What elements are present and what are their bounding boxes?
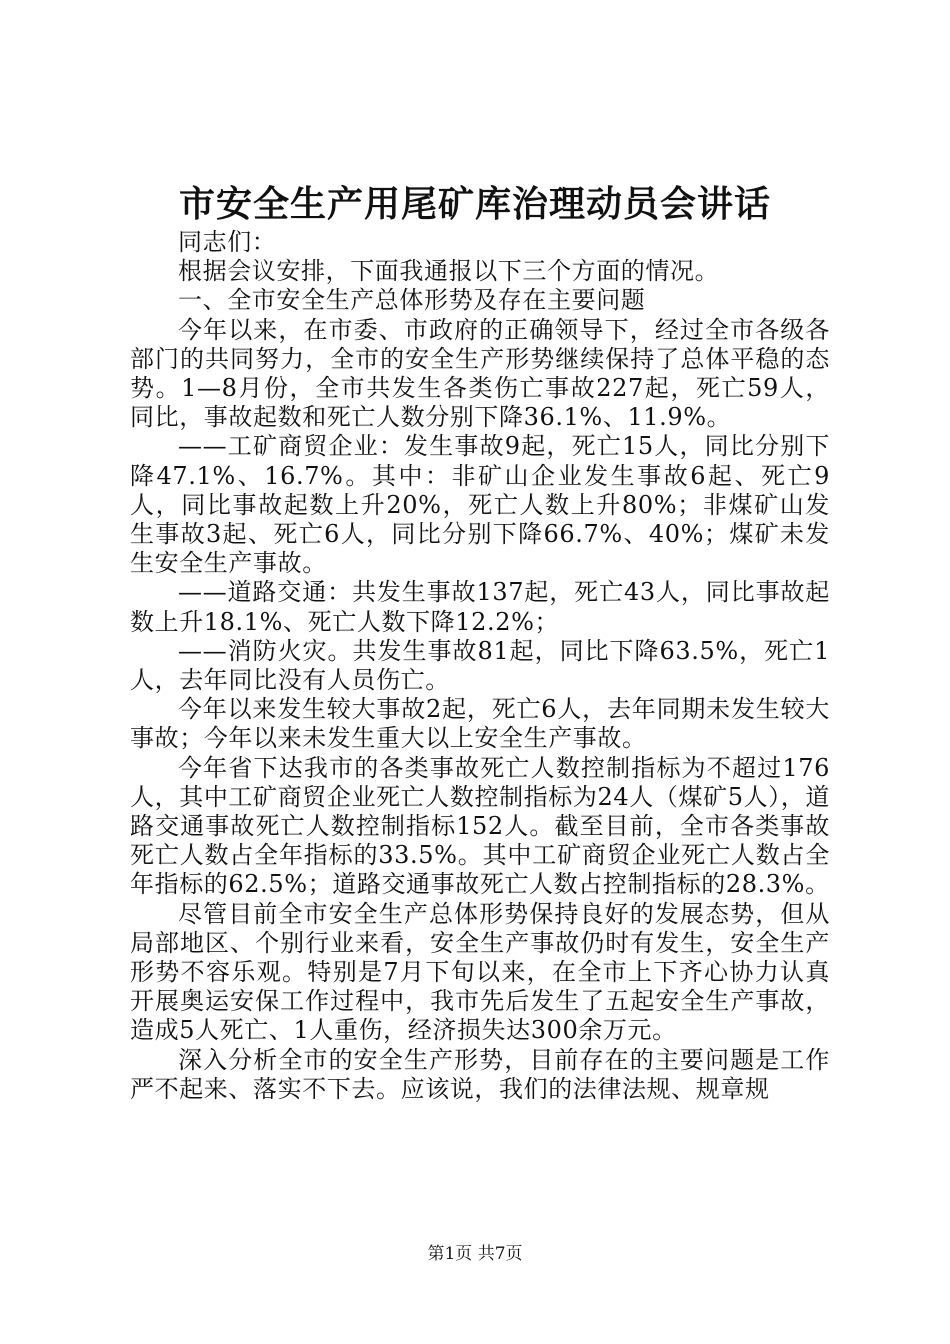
body-paragraph: 尽管目前全市安全生产总体形势保持良好的发展态势，但从局部地区、个别行业来看，安全生产事故仍时有发生，安全生产形势不容乐观。特别是7月下旬以来，在全市上下齐心协力认真开展奥运安保工作过程中，我市先后发生了五起安全生产事故，造成5人死亡、1人重伤，经济损失达300余万元。 [130, 899, 830, 1045]
body-paragraph: 今年以来发生较大事故2起，死亡6人，去年同期未发生较大事故；今年以来未发生重大以上安全生产事故。 [130, 695, 830, 753]
salutation-paragraph: 同志们： [178, 228, 277, 256]
page-number-footer: 第1页 共7页 [427, 1244, 523, 1264]
body-paragraph: 今年省下达我市的各类事故死亡人数控制指标为不超过176人，其中工矿商贸企业死亡人数控制指标为24人（煤矿5人），道路交通事故死亡人数控制指标152人。截至目前，全市各类事故死亡人数占全年指标的33.5%。其中工矿商贸企业死亡人数占全年指标的62.5%；道路交通事故死亡人数占控制指标的28.3%。 [130, 753, 830, 899]
document-body [130, 228, 830, 1104]
document-title: 市安全生产用尾矿库治理动员会讲话 [178, 183, 771, 225]
section-heading: 一、全市安全生产总体形势及存在主要问题 [178, 286, 646, 315]
body-paragraph: 今年以来，在市委、市政府的正确领导下，经过全市各级各部门的共同努力，全市的安全生产形势继续保持了总体平稳的态势。1—8月份，全市共发生各类伤亡事故227起，死亡59人，同比，事故起数和死亡人数分别下降36.1%、11.9%。 [130, 315, 830, 432]
body-paragraph: 深入分析全市的安全生产形势，目前存在的主要问题是工作严不起来、落实不下去。应该说，我们的法律法规、规章规 [130, 1045, 830, 1103]
intro-paragraph: 根据会议安排，下面我通报以下三个方面的情况。 [178, 257, 720, 286]
body-paragraph: ——道路交通：共发生事故137起，死亡43人，同比事故起数上升18.1%、死亡人数下降12.2%； [130, 578, 830, 636]
body-paragraph: ——工矿商贸企业：发生事故9起，死亡15人，同比分别下降47.1%、16.7%。其中：非矿山企业发生事故6起、死亡9人，同比事故起数上升20%，死亡人数上升80%；非煤矿山发生事故3起、死亡6人，同比分别下降66.7%、40%；煤矿未发生安全生产事故。 [130, 432, 830, 578]
body-paragraph: ——消防火灾。共发生事故81起，同比下降63.5%，死亡1人，去年同比没有人员伤亡。 [130, 636, 830, 695]
